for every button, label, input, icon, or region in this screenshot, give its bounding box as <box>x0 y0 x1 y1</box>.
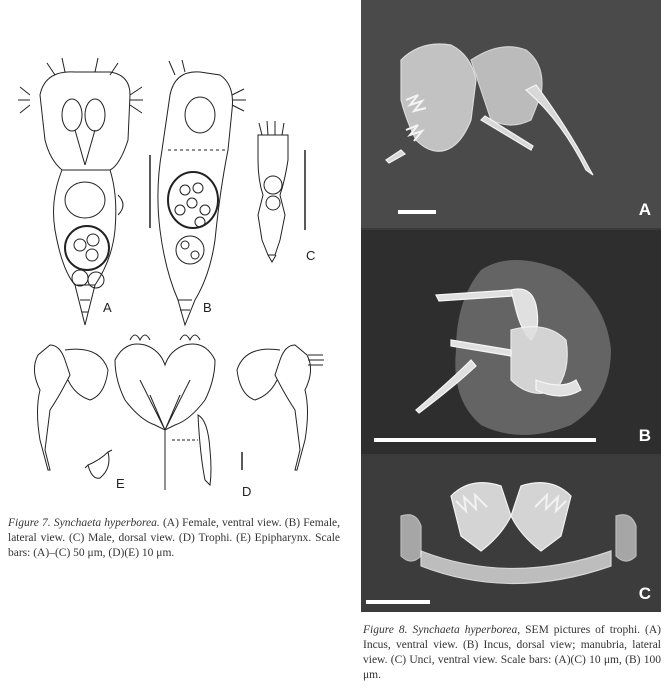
sem-image-a <box>361 0 661 228</box>
sem-label-c: C <box>638 584 651 603</box>
figure-7-taxon: Synchaeta hyperborea. <box>53 517 160 529</box>
figure-8-caption <box>363 623 661 683</box>
sem-panel-c <box>361 456 661 612</box>
sem-image-c <box>361 456 661 612</box>
figure-7-caption <box>8 516 340 561</box>
sem-label-a: A <box>638 200 651 219</box>
label-e: E <box>116 476 125 491</box>
figure-8-label: Figure 8. <box>363 624 408 636</box>
drawing-e-epipharynx <box>85 450 112 478</box>
sem-image-b <box>361 230 661 454</box>
figure-7-caption-text: (A) Female, ventral view. (B) Female, lateral view. (C) Male, dorsal view. (D) Trophi. (E) Epipharynx. Scale bars: (A)–(C) 50 μm, (D)(E) 10 μm. <box>8 517 341 559</box>
figure-8-sem-panels <box>361 0 661 612</box>
label-d: D <box>242 484 252 499</box>
figure-7-illustration <box>0 0 350 500</box>
label-a: A <box>103 300 112 315</box>
figure-7-drawings <box>0 0 350 500</box>
drawing-b-female-lateral <box>158 60 246 325</box>
figure-8-caption-text: , SEM pictures of trophi. (A) Incus, ventral view. (B) Incus, dorsal view; manubria, lateral view. (C) Unci, ventral view. Scale bars: (A)(C) 10 μm, (B) 100 μm. <box>363 624 661 681</box>
figure-7-label: Figure 7. <box>8 517 51 529</box>
drawing-c-male-dorsal <box>258 121 288 262</box>
sem-label-b: B <box>638 426 651 445</box>
drawing-d-trophi <box>34 335 324 490</box>
figure-8-taxon: Synchaeta hyperborea <box>412 624 518 636</box>
label-c: C <box>306 248 316 263</box>
label-b: B <box>203 300 212 315</box>
sem-panel-a <box>361 0 661 228</box>
sem-panel-b <box>361 230 661 454</box>
drawing-a-female-ventral <box>18 58 143 325</box>
